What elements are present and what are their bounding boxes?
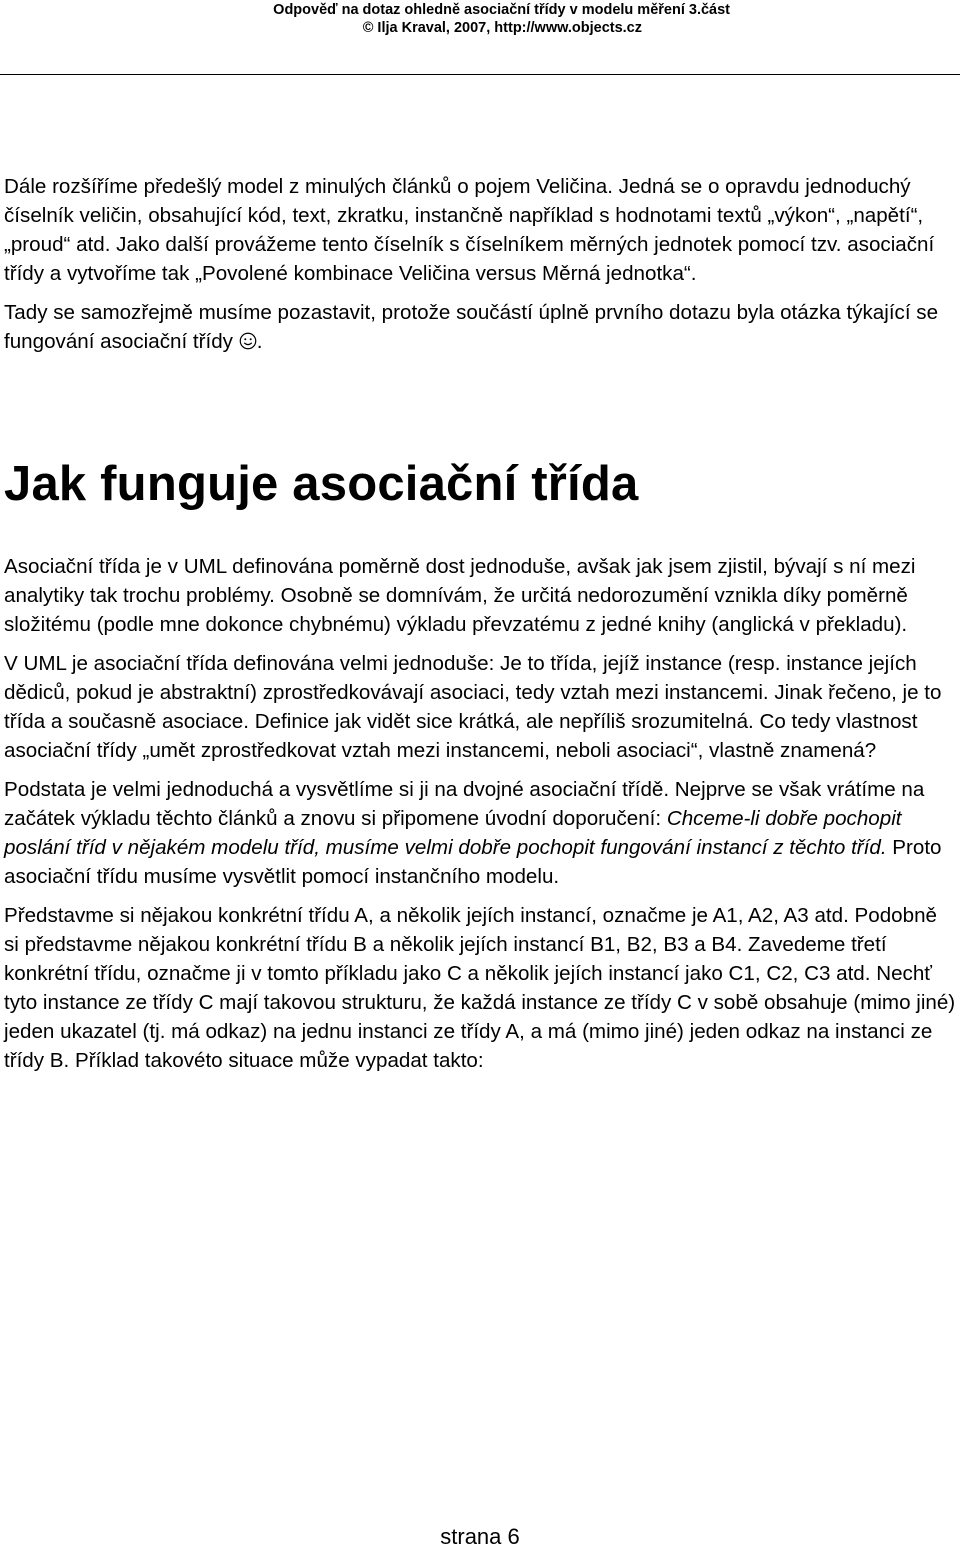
- body-paragraph-3-start: Podstata je velmi jednoduchá a vysvětlíme si ji na dvojné asociační třídě. Nejprve se však vrátíme na začátek výkladu těchto článků a znovu si připomene úvodní doporučení:: [4, 778, 925, 830]
- document-body: [4, 172, 956, 1085]
- header-divider: [0, 74, 960, 75]
- body-paragraph-3-end: Proto asociační třídu musíme vysvětlit pomocí instančního modelu.: [4, 836, 942, 888]
- body-paragraph-3: [4, 775, 956, 891]
- question-paragraph: Tady se samozřejmě musíme pozastavit, protože součástí úplně prvního dotazu byla otázka týkající se fungování asociační třídy .: [4, 301, 939, 353]
- body-paragraph-2: V UML je asociační třída definována velmi jednoduše: Je to třída, jejíž instance (resp. instance jejích dědiců, pokud je abstraktní) zprostředkovávají asociaci, tedy vztah mezi instancemi. Jinak řečeno, je to třída a současně asociace. Definice jak vidět sice krátká, ale nepříliš srozumitelná. Co tedy vlastnost asociační třídy „umět zprostředkovat vztah mezi instancemi, neboli asociaci“, vlastně znamená?: [4, 652, 942, 762]
- page-number: strana 6: [440, 1524, 520, 1549]
- question-text: Tady se samozřejmě musíme pozastavit, protože součástí úplně prvního dotazu byla otázka týkající se fungování asociační třídy: [4, 301, 939, 353]
- header-title: Odpověď na dotaz ohledně asociační třídy v modelu měření 3.část: [273, 2, 730, 18]
- header-copyright: © Ilja Kraval, 2007, http://www.objects.cz: [362, 20, 642, 36]
- section-heading: Jak funguje asociační třída: [4, 457, 639, 511]
- body-paragraph-4: Představme si nějakou konkrétní třídu A, a několik jejích instancí, označme je A1, A2, A3 atd. Podobně si představme nějakou konkrétní třídu B a několik jejích instancí B1, B2, B3 a B4. Zavedeme třetí konkrétní třídu, označme ji v tomto příkladu jako C a několik jejích instancí jako C1, C2, C3 atd. Nechť tyto instance ze třídy C mají takovou strukturu, že každá instance ze třídy C v sobě obsahuje (mimo jiné) jeden ukazatel (tj. má odkaz) na jednu instanci ze třídy A, a má (mimo jiné) jeden odkaz na instanci ze třídy B. Příklad takovéto situace může vypadat takto:: [4, 904, 956, 1072]
- body-paragraph-3-italic: Chceme-li dobře pochopit poslání tříd v nějakém modelu tříd, musíme velmi dobře pochopit fungování instancí z těchto tříd.: [4, 807, 902, 859]
- body-paragraph-1: Asociační třída je v UML definována poměrně dost jednoduše, avšak jak jsem zjistil, bývají s ní mezi analytiky tak trochu problémy. Osobně se domnívám, že určitá nedorozumění vznikla díky poměrně složitému (podle mne dokonce chybnému) výkladu převzatému z jedné knihy (anglická v překladu).: [4, 555, 916, 636]
- intro-paragraph: Dále rozšíříme předešlý model z minulých článků o pojem Veličina. Jedná se o opravdu jednoduchý číselník veličin, obsahující kód, text, zkratku, instančně například s hodnotami textů „výkon“, „napětí“, „proud“ atd. Jako další provážeme tento číselník s číselníkem měrných jednotek pomocí tzv. asociační třídy a vytvoříme tak „Povolené kombinace Veličina versus Měrná jednotka“.: [4, 175, 935, 285]
- smiley-face-icon: [239, 332, 257, 350]
- page-header: [0, 0, 960, 76]
